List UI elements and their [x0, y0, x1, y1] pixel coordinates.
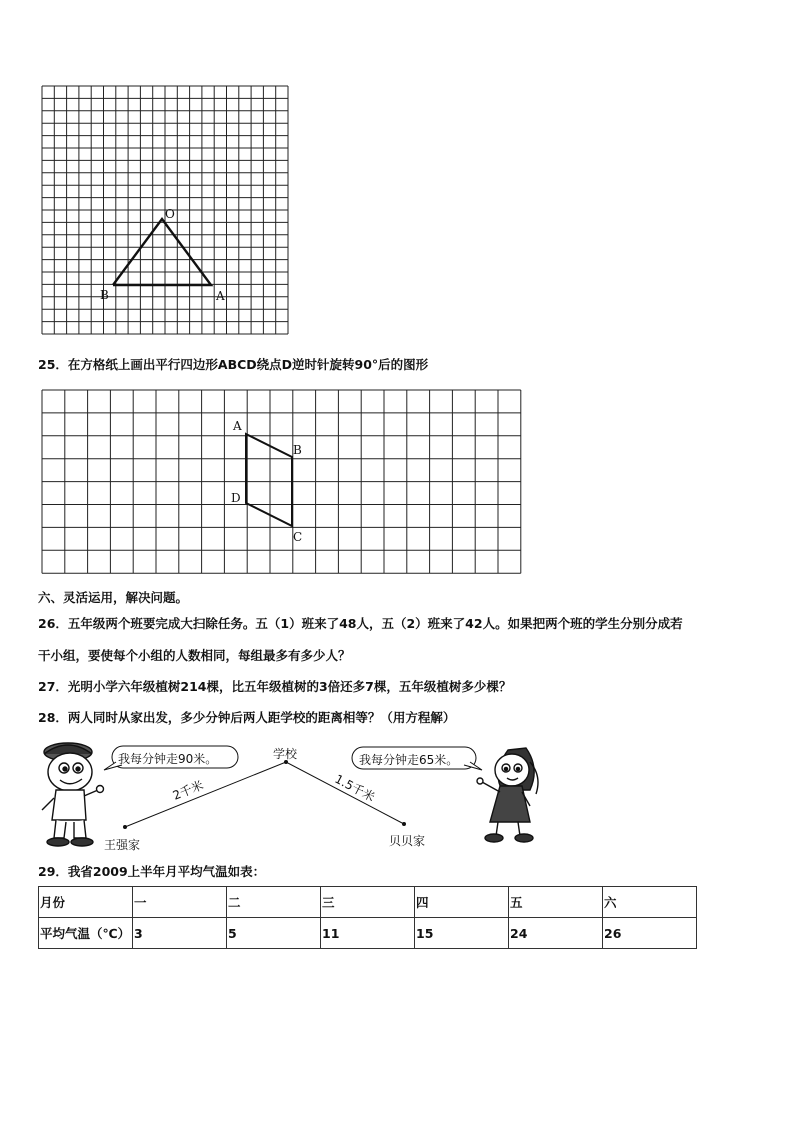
left-distance-label: 2千米 — [170, 778, 206, 803]
point-o-label: O — [165, 207, 175, 221]
question-26-line-2: 干小组，要使每个小组的人数相同，每组最多有多少人？ — [38, 648, 351, 663]
question-25: 25．在方格纸上画出平行四边形ABCD绕点D逆时针旋转90°后的图形 — [38, 357, 429, 372]
boy-speech-text: 我每分钟走90米。 — [118, 752, 218, 766]
table-cell: 四 — [415, 887, 509, 918]
question-29: 29．我省2009上半年月平均气温如表： — [38, 864, 266, 879]
route-wang-to-school — [125, 762, 286, 827]
table-cell: 24 — [509, 918, 603, 949]
table-cell: 5 — [227, 918, 321, 949]
table-cell: 三 — [321, 887, 415, 918]
question-27: 27．光明小学六年级植树214棵，比五年级植树的3倍还多7棵，五年级植树多少棵？ — [38, 679, 512, 694]
table-row — [39, 887, 697, 918]
table-cell: 3 — [133, 918, 227, 949]
point-d-label-2: D — [231, 491, 241, 505]
point-b-label: B — [100, 288, 109, 302]
wang-home-label: 王强家 — [104, 838, 141, 852]
table-row — [39, 918, 697, 949]
table-cell: 26 — [603, 918, 697, 949]
point-a-label-2: A — [233, 419, 242, 433]
section-six-title: 六、灵活运用，解决问题。 — [38, 590, 189, 605]
point-b-label-2: B — [293, 443, 302, 457]
table-cell: 15 — [415, 918, 509, 949]
table-cell: 月份 — [39, 887, 133, 918]
temperature-table — [38, 886, 697, 949]
boy-cartoon-icon — [42, 743, 104, 846]
route-school-to-beibei — [286, 762, 404, 824]
grid-parallelogram — [40, 388, 522, 576]
beibei-home-label: 贝贝家 — [389, 834, 426, 848]
table-cell: 二 — [227, 887, 321, 918]
table-cell: 11 — [321, 918, 415, 949]
question-26-line-1: 26．五年级两个班要完成大扫除任务。五（1）班来了48人，五（2）班来了42人。如果把两个班的学生分别分成若 — [38, 616, 683, 631]
question-28: 28．两人同时从家出发，多少分钟后两人距学校的距离相等？（用方程解） — [38, 710, 456, 725]
girl-cartoon-icon — [477, 748, 538, 842]
wang-home-point — [123, 825, 127, 829]
table-cell: 五 — [509, 887, 603, 918]
girl-speech-text: 我每分钟走65米。 — [359, 753, 459, 767]
right-distance-label: 1.5千米 — [332, 771, 378, 805]
table-cell: 六 — [603, 887, 697, 918]
table-cell: 平均气温（℃） — [39, 918, 133, 949]
point-c-label-2: C — [293, 530, 303, 544]
table-cell: 一 — [133, 887, 227, 918]
beibei-home-point — [402, 822, 406, 826]
school-label: 学校 — [273, 747, 298, 761]
point-a-label: A — [216, 289, 225, 303]
parallelogram-abcd — [246, 434, 292, 526]
